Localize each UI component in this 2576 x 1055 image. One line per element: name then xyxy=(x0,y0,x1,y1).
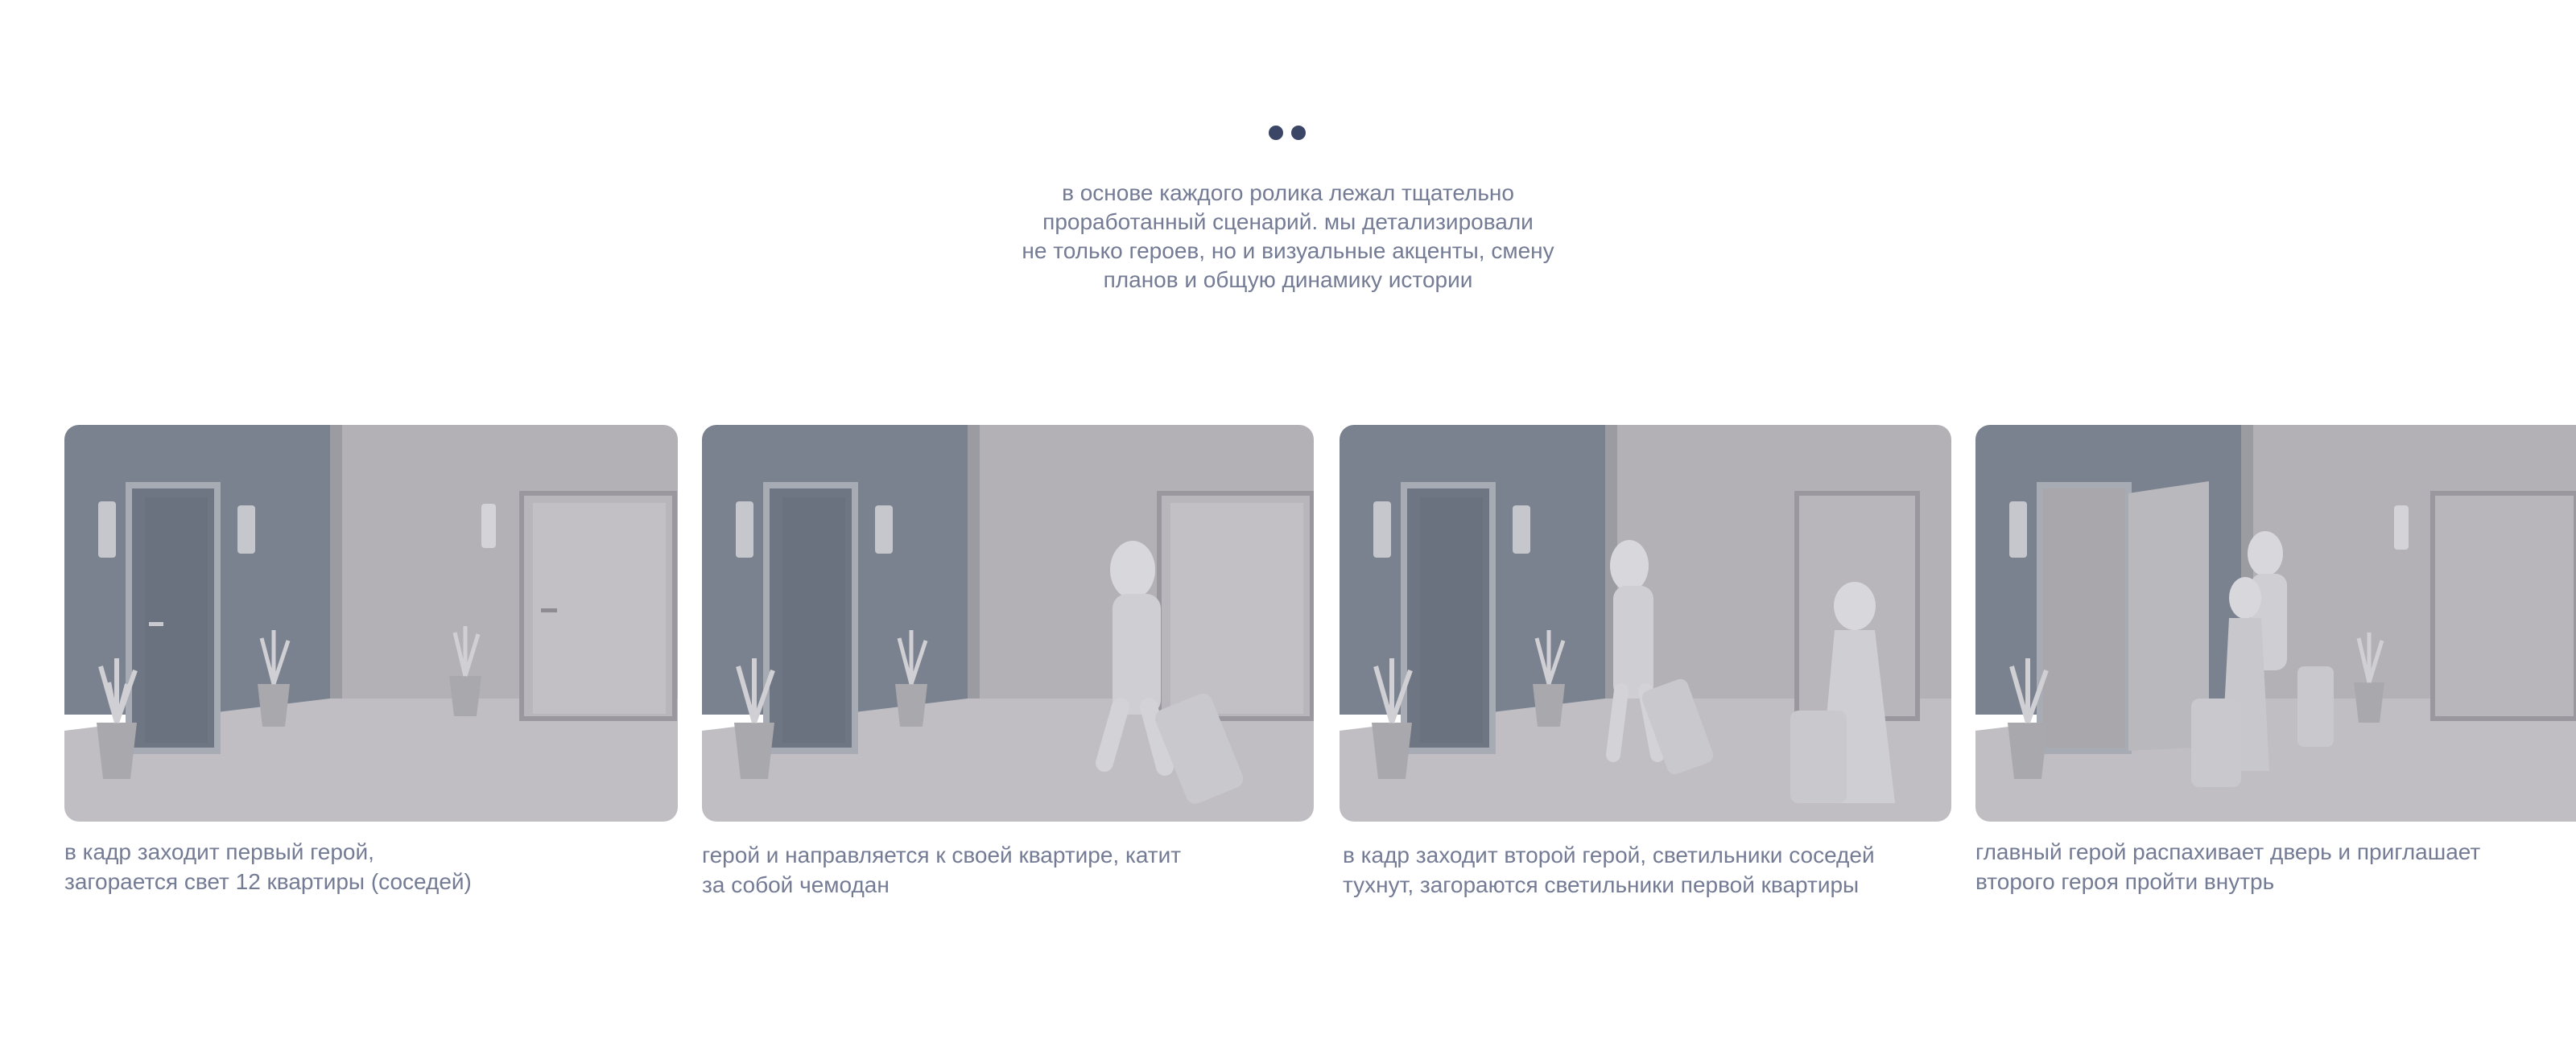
frame-caption xyxy=(1343,840,1875,900)
caption-line: герой и направляется к своей квартире, катит xyxy=(702,843,1182,867)
intro-line: в основе каждого ролика лежал тщательно xyxy=(1062,180,1514,205)
intro-line: не только героев, но и визуальные акценты, смену xyxy=(1022,238,1554,263)
caption-line: загорается свет 12 квартиры (соседей) xyxy=(64,869,472,894)
intro-line: проработанный сценарий. мы детализировали xyxy=(1042,209,1534,234)
storyboard-frame-2[interactable] xyxy=(702,425,1314,822)
caption-line: тухнут, загораются светильники первой квартиры xyxy=(1343,872,1860,897)
storyboard-image xyxy=(1975,425,2576,822)
storyboard-image xyxy=(64,425,678,822)
storyboard-image xyxy=(702,425,1314,822)
indicator-dot[interactable] xyxy=(1269,126,1283,140)
caption-line: в кадр заходит первый герой, xyxy=(64,839,374,864)
caption-line: второго героя пройти внутрь xyxy=(1975,869,2275,894)
caption-line: в кадр заходит второй герой, светильники соседей xyxy=(1343,843,1875,867)
intro-text xyxy=(886,179,1690,295)
storyboard-frame-1[interactable] xyxy=(64,425,678,822)
intro-line: планов и общую динамику истории xyxy=(1103,267,1473,292)
storyboard-frame-4[interactable] xyxy=(1975,425,2576,822)
caption-line: главный герой распахивает дверь и приглашает xyxy=(1975,839,2481,864)
frame-caption xyxy=(64,837,472,896)
frame-caption xyxy=(1975,837,2480,896)
frame-caption xyxy=(702,840,1181,900)
carousel-indicator[interactable] xyxy=(1269,126,1307,142)
caption-line: за собой чемодан xyxy=(702,872,890,897)
storyboard-image xyxy=(1340,425,1951,822)
indicator-dot[interactable] xyxy=(1291,126,1306,140)
storyboard-frame-3[interactable] xyxy=(1340,425,1951,822)
